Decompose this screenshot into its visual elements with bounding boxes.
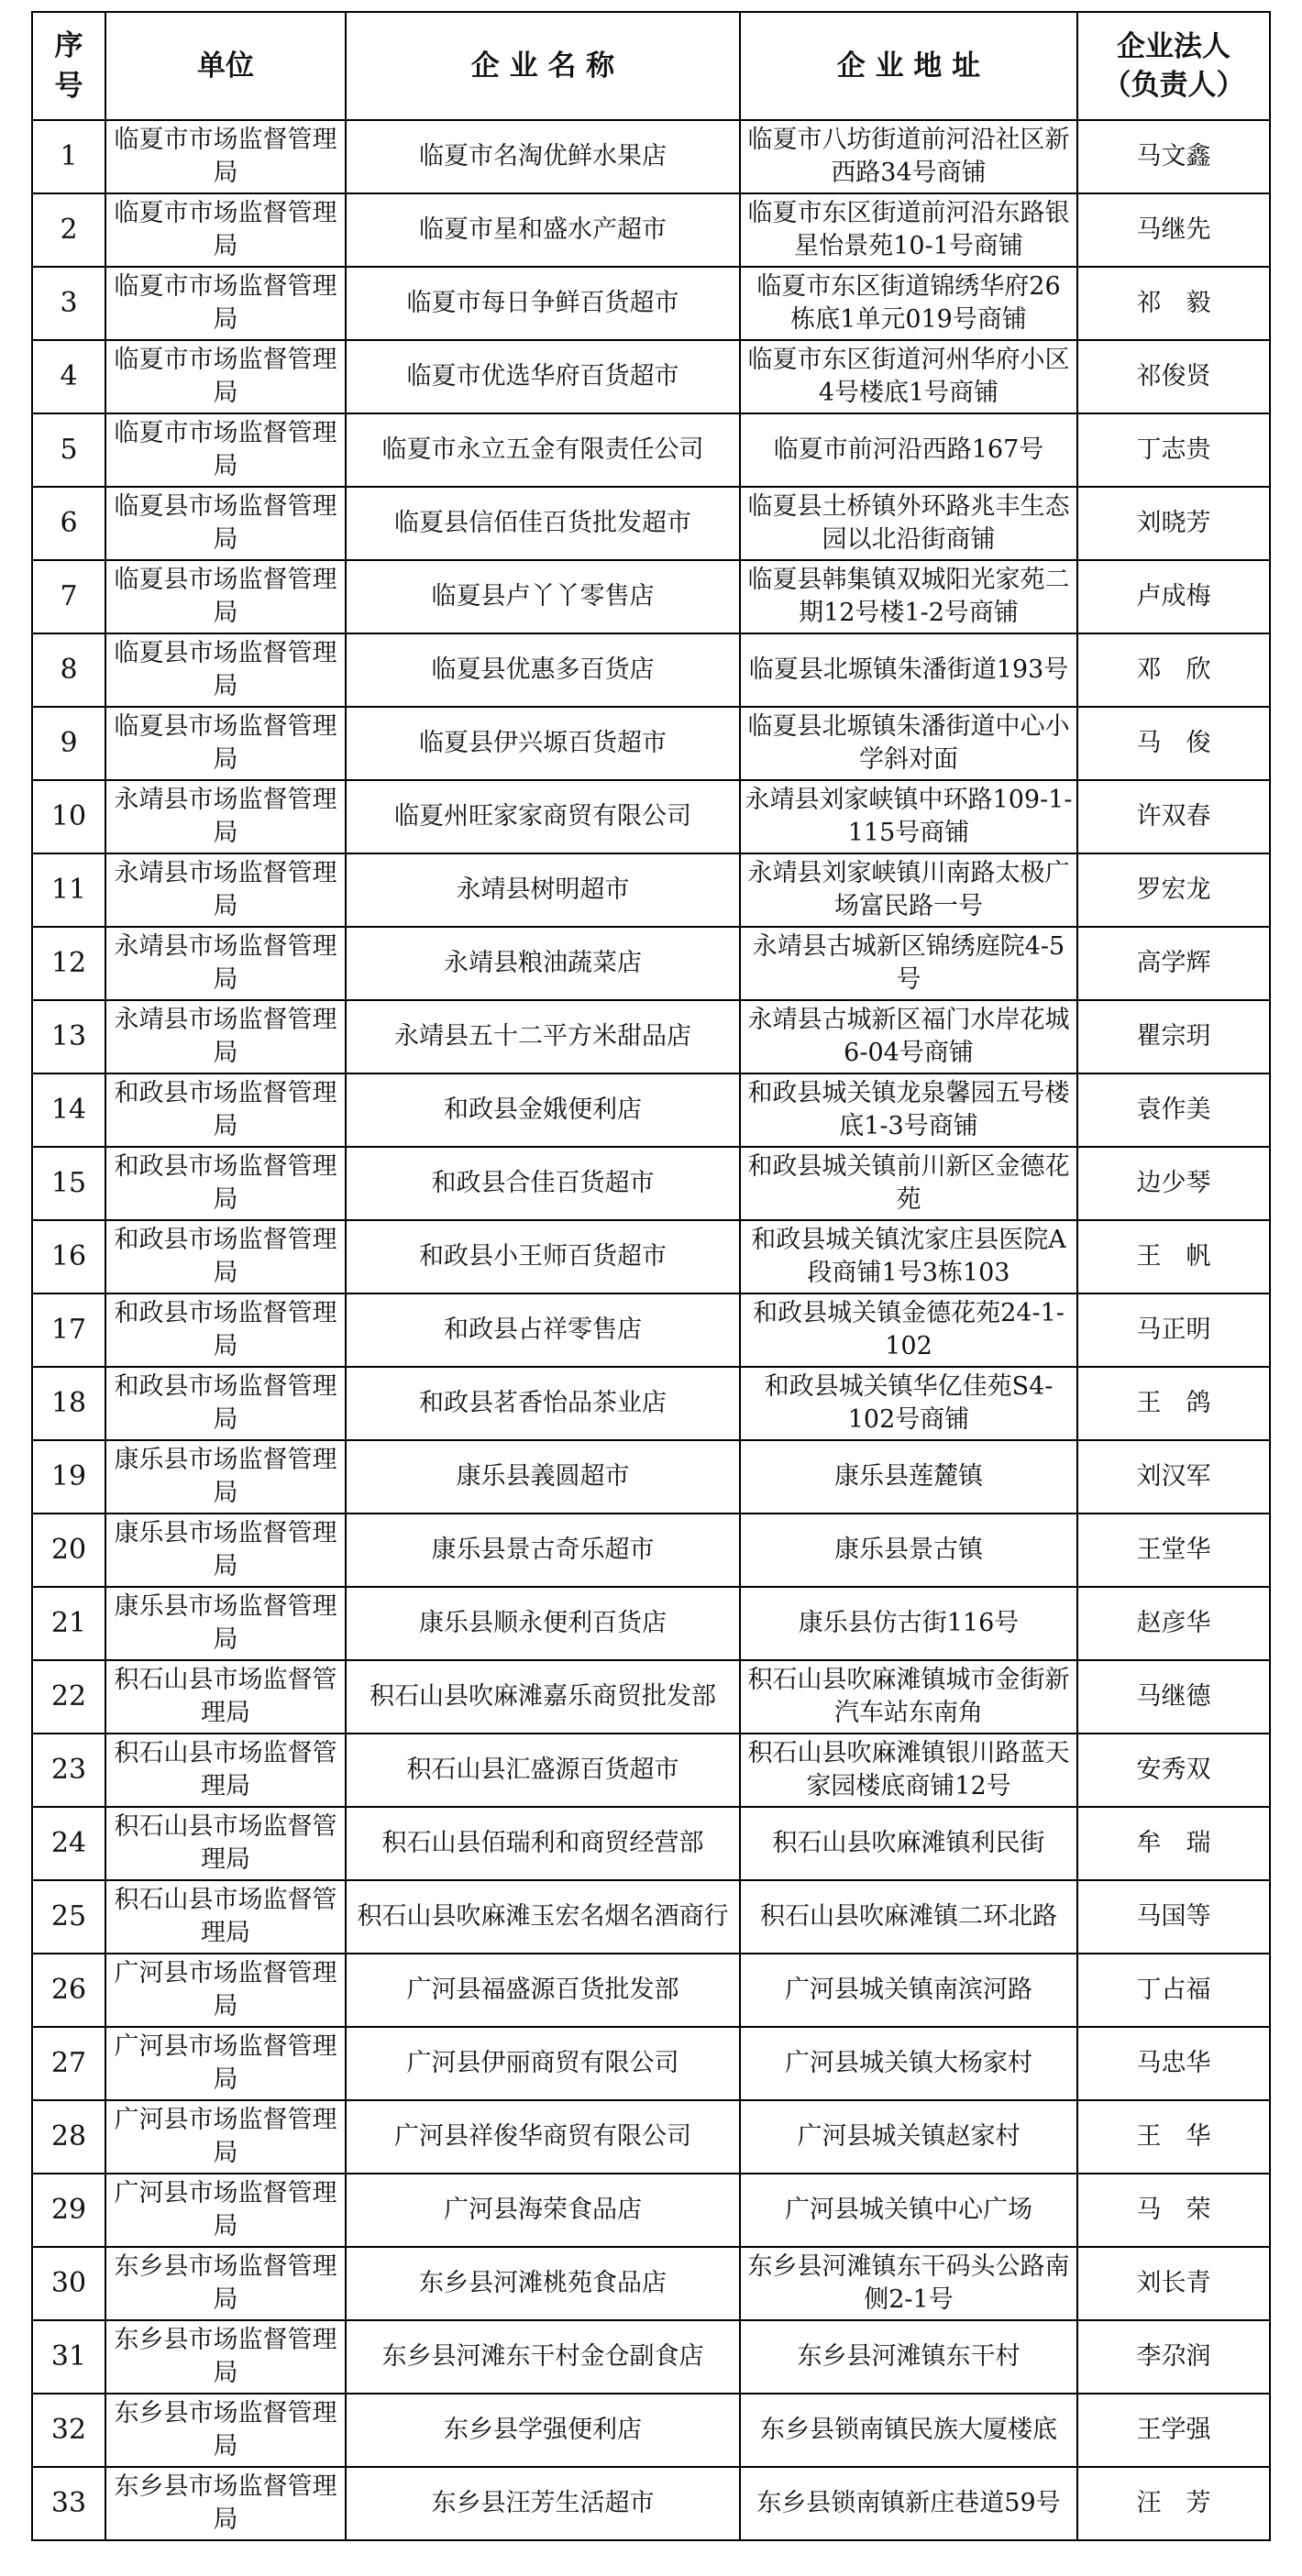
table-row — [32, 1587, 1270, 1660]
table-row — [32, 2320, 1270, 2394]
header-address-text: 企 业 地 址 — [836, 50, 981, 83]
cell-index: 11 — [32, 853, 105, 927]
header-legal-person — [1077, 12, 1270, 120]
cell-enterprise-address: 康乐县仿古街116号 — [740, 1587, 1077, 1660]
table-row — [32, 2100, 1270, 2174]
cell-legal-person: 许双春 — [1077, 780, 1270, 853]
cell-legal-person: 王 鸽 — [1077, 1367, 1270, 1440]
cell-index: 27 — [32, 2027, 105, 2100]
cell-enterprise-address: 永靖县刘家峡镇中环路109-1-115号商铺 — [740, 780, 1077, 853]
header-address — [740, 12, 1077, 120]
cell-enterprise-address: 广河县城关镇南滨河路 — [740, 1954, 1077, 2027]
cell-legal-person: 罗宏龙 — [1077, 853, 1270, 927]
cell-unit: 临夏市市场监督管理局 — [105, 413, 346, 487]
cell-enterprise-name: 临夏州旺家家商贸有限公司 — [346, 780, 740, 853]
table-row — [32, 1660, 1270, 1734]
cell-unit: 永靖县市场监督管理局 — [105, 1000, 346, 1073]
cell-enterprise-name: 和政县占祥零售店 — [346, 1294, 740, 1367]
cell-legal-person: 安秀双 — [1077, 1734, 1270, 1807]
table-row — [32, 1954, 1270, 2027]
cell-enterprise-name: 东乡县河滩桃苑食品店 — [346, 2247, 740, 2320]
cell-legal-person: 牟 瑞 — [1077, 1807, 1270, 1880]
cell-legal-person: 刘晓芳 — [1077, 487, 1270, 560]
cell-unit: 和政县市场监督管理局 — [105, 1294, 346, 1367]
cell-legal-person: 袁作美 — [1077, 1073, 1270, 1147]
cell-legal-person: 丁志贵 — [1077, 413, 1270, 487]
cell-enterprise-name: 广河县福盛源百货批发部 — [346, 1954, 740, 2027]
cell-legal-person: 丁占福 — [1077, 1954, 1270, 2027]
cell-enterprise-name: 临夏市优选华府百货超市 — [346, 340, 740, 413]
cell-enterprise-address: 东乡县河滩镇东干村 — [740, 2320, 1077, 2394]
cell-unit: 临夏市市场监督管理局 — [105, 120, 346, 193]
cell-index: 3 — [32, 267, 105, 340]
cell-enterprise-name: 临夏县信佰佳百货批发超市 — [346, 487, 740, 560]
cell-enterprise-address: 广河县城关镇大杨家村 — [740, 2027, 1077, 2100]
table-row — [32, 2027, 1270, 2100]
cell-index: 18 — [32, 1367, 105, 1440]
table-row — [32, 1220, 1270, 1294]
table-body — [32, 120, 1270, 2540]
cell-enterprise-address: 永靖县刘家峡镇川南路太极广场富民路一号 — [740, 853, 1077, 927]
cell-unit: 永靖县市场监督管理局 — [105, 853, 346, 927]
cell-index: 21 — [32, 1587, 105, 1660]
table-row — [32, 1147, 1270, 1220]
cell-enterprise-address: 和政县城关镇金德花苑24-1-102 — [740, 1294, 1077, 1367]
cell-index: 25 — [32, 1880, 105, 1954]
cell-index: 23 — [32, 1734, 105, 1807]
cell-enterprise-name: 东乡县河滩东干村金仓副食店 — [346, 2320, 740, 2394]
cell-legal-person: 祁 毅 — [1077, 267, 1270, 340]
cell-enterprise-address: 和政县城关镇沈家庄县医院A段商铺1号3栋103 — [740, 1220, 1077, 1294]
cell-enterprise-address: 临夏县北塬镇朱潘街道193号 — [740, 633, 1077, 707]
cell-enterprise-address: 广河县城关镇中心广场 — [740, 2174, 1077, 2247]
cell-enterprise-name: 临夏县伊兴塬百货超市 — [346, 707, 740, 780]
table-row — [32, 193, 1270, 267]
cell-legal-person: 马 俊 — [1077, 707, 1270, 780]
table-row — [32, 267, 1270, 340]
cell-unit: 和政县市场监督管理局 — [105, 1220, 346, 1294]
cell-legal-person: 赵彦华 — [1077, 1587, 1270, 1660]
cell-unit: 临夏市市场监督管理局 — [105, 193, 346, 267]
cell-enterprise-name: 和政县小王师百货超市 — [346, 1220, 740, 1294]
cell-unit: 临夏县市场监督管理局 — [105, 487, 346, 560]
cell-legal-person: 马正明 — [1077, 1294, 1270, 1367]
cell-unit: 东乡县市场监督管理局 — [105, 2394, 346, 2467]
cell-index: 7 — [32, 560, 105, 633]
cell-enterprise-address: 康乐县景古镇 — [740, 1514, 1077, 1587]
cell-index: 15 — [32, 1147, 105, 1220]
cell-unit: 康乐县市场监督管理局 — [105, 1514, 346, 1587]
cell-enterprise-name: 康乐县景古奇乐超市 — [346, 1514, 740, 1587]
cell-index: 4 — [32, 340, 105, 413]
cell-unit: 东乡县市场监督管理局 — [105, 2320, 346, 2394]
cell-enterprise-address: 临夏市八坊街道前河沿社区新西路34号商铺 — [740, 120, 1077, 193]
cell-index: 2 — [32, 193, 105, 267]
table-row — [32, 1367, 1270, 1440]
cell-index: 19 — [32, 1440, 105, 1514]
cell-index: 32 — [32, 2394, 105, 2467]
table-row — [32, 2467, 1270, 2540]
table-row — [32, 1440, 1270, 1514]
cell-index: 1 — [32, 120, 105, 193]
cell-index: 9 — [32, 707, 105, 780]
cell-enterprise-name: 临夏市名淘优鲜水果店 — [346, 120, 740, 193]
cell-unit: 东乡县市场监督管理局 — [105, 2247, 346, 2320]
cell-index: 22 — [32, 1660, 105, 1734]
table-row — [32, 707, 1270, 780]
cell-index: 17 — [32, 1294, 105, 1367]
cell-legal-person: 汪 芳 — [1077, 2467, 1270, 2540]
table-row — [32, 560, 1270, 633]
cell-index: 29 — [32, 2174, 105, 2247]
header-legal-line1: 企业法人 — [1117, 30, 1230, 63]
cell-enterprise-name: 永靖县树明超市 — [346, 853, 740, 927]
cell-unit: 永靖县市场监督管理局 — [105, 927, 346, 1000]
cell-index: 24 — [32, 1807, 105, 1880]
cell-enterprise-address: 临夏市东区街道锦绣华府26栋底1单元019号商铺 — [740, 267, 1077, 340]
cell-legal-person: 王学强 — [1077, 2394, 1270, 2467]
cell-legal-person: 邓 欣 — [1077, 633, 1270, 707]
table-row — [32, 927, 1270, 1000]
cell-index: 20 — [32, 1514, 105, 1587]
header-index — [32, 12, 105, 120]
cell-enterprise-name: 广河县海荣食品店 — [346, 2174, 740, 2247]
cell-unit: 积石山县市场监督管理局 — [105, 1807, 346, 1880]
cell-enterprise-address: 和政县城关镇前川新区金德花苑 — [740, 1147, 1077, 1220]
cell-legal-person: 李尕润 — [1077, 2320, 1270, 2394]
cell-enterprise-address: 东乡县河滩镇东干码头公路南侧2-1号 — [740, 2247, 1077, 2320]
cell-legal-person: 祁俊贤 — [1077, 340, 1270, 413]
cell-enterprise-name: 和政县合佳百货超市 — [346, 1147, 740, 1220]
cell-enterprise-address: 临夏市东区街道前河沿东路银星怡景苑10-1号商铺 — [740, 193, 1077, 267]
cell-unit: 积石山县市场监督管理局 — [105, 1880, 346, 1954]
cell-unit: 广河县市场监督管理局 — [105, 2100, 346, 2174]
cell-legal-person: 高学辉 — [1077, 927, 1270, 1000]
cell-enterprise-name: 临夏市每日争鲜百货超市 — [346, 267, 740, 340]
cell-enterprise-name: 临夏市永立五金有限责任公司 — [346, 413, 740, 487]
cell-enterprise-name: 康乐县義圆超市 — [346, 1440, 740, 1514]
header-row — [32, 12, 1270, 120]
cell-enterprise-name: 积石山县佰瑞利和商贸经营部 — [346, 1807, 740, 1880]
table-row — [32, 853, 1270, 927]
cell-enterprise-address: 东乡县锁南镇新庄巷道59号 — [740, 2467, 1077, 2540]
cell-legal-person: 边少琴 — [1077, 1147, 1270, 1220]
cell-enterprise-address: 积石山县吹麻滩镇城市金街新汽车站东南角 — [740, 1660, 1077, 1734]
cell-enterprise-name: 广河县祥俊华商贸有限公司 — [346, 2100, 740, 2174]
cell-enterprise-name: 积石山县吹麻滩玉宏名烟名酒商行 — [346, 1880, 740, 1954]
cell-unit: 临夏县市场监督管理局 — [105, 560, 346, 633]
cell-enterprise-address: 永靖县古城新区锦绣庭院4-5号 — [740, 927, 1077, 1000]
cell-legal-person: 马忠华 — [1077, 2027, 1270, 2100]
cell-index: 33 — [32, 2467, 105, 2540]
table-row — [32, 1514, 1270, 1587]
cell-enterprise-name: 和政县金娥便利店 — [346, 1073, 740, 1147]
cell-unit: 广河县市场监督管理局 — [105, 2027, 346, 2100]
cell-enterprise-name: 和政县茗香怡品茶业店 — [346, 1367, 740, 1440]
cell-unit: 康乐县市场监督管理局 — [105, 1440, 346, 1514]
cell-legal-person: 刘汉军 — [1077, 1440, 1270, 1514]
cell-unit: 东乡县市场监督管理局 — [105, 2467, 346, 2540]
table-row — [32, 1073, 1270, 1147]
table-row — [32, 2394, 1270, 2467]
cell-unit: 积石山县市场监督管理局 — [105, 1660, 346, 1734]
cell-enterprise-name: 临夏市星和盛水产超市 — [346, 193, 740, 267]
table-row — [32, 1880, 1270, 1954]
header-index-text: 序号 — [54, 29, 83, 103]
cell-enterprise-name: 临夏县优惠多百货店 — [346, 633, 740, 707]
cell-legal-person: 马国等 — [1077, 1880, 1270, 1954]
cell-enterprise-address: 积石山县吹麻滩镇银川路蓝天家园楼底商铺12号 — [740, 1734, 1077, 1807]
enterprise-table — [31, 11, 1271, 2541]
cell-enterprise-address: 临夏县北塬镇朱潘街道中心小学斜对面 — [740, 707, 1077, 780]
cell-enterprise-address: 和政县城关镇龙泉馨园五号楼底1-3号商铺 — [740, 1073, 1077, 1147]
cell-unit: 康乐县市场监督管理局 — [105, 1587, 346, 1660]
cell-unit: 积石山县市场监督管理局 — [105, 1734, 346, 1807]
cell-enterprise-address: 永靖县古城新区福门水岸花城6-04号商铺 — [740, 1000, 1077, 1073]
cell-index: 6 — [32, 487, 105, 560]
table-row — [32, 413, 1270, 487]
table-row — [32, 633, 1270, 707]
cell-enterprise-name: 东乡县学强便利店 — [346, 2394, 740, 2467]
cell-unit: 临夏市市场监督管理局 — [105, 340, 346, 413]
table-row — [32, 1734, 1270, 1807]
table-row — [32, 120, 1270, 193]
cell-unit: 广河县市场监督管理局 — [105, 1954, 346, 2027]
cell-enterprise-name: 积石山县吹麻滩嘉乐商贸批发部 — [346, 1660, 740, 1734]
cell-legal-person: 马继德 — [1077, 1660, 1270, 1734]
table-row — [32, 1000, 1270, 1073]
cell-legal-person: 马 荣 — [1077, 2174, 1270, 2247]
cell-index: 12 — [32, 927, 105, 1000]
cell-unit: 临夏市市场监督管理局 — [105, 267, 346, 340]
cell-unit: 和政县市场监督管理局 — [105, 1367, 346, 1440]
cell-unit: 临夏县市场监督管理局 — [105, 707, 346, 780]
cell-index: 10 — [32, 780, 105, 853]
cell-index: 16 — [32, 1220, 105, 1294]
header-name — [346, 12, 740, 120]
cell-enterprise-name: 广河县伊丽商贸有限公司 — [346, 2027, 740, 2100]
cell-unit: 和政县市场监督管理局 — [105, 1147, 346, 1220]
header-unit — [105, 12, 346, 120]
cell-legal-person: 刘长青 — [1077, 2247, 1270, 2320]
cell-enterprise-address: 康乐县莲麓镇 — [740, 1440, 1077, 1514]
cell-enterprise-address: 和政县城关镇华亿佳苑S4-102号商铺 — [740, 1367, 1077, 1440]
cell-legal-person: 王 帆 — [1077, 1220, 1270, 1294]
cell-legal-person: 马文鑫 — [1077, 120, 1270, 193]
table-row — [32, 2247, 1270, 2320]
cell-unit: 和政县市场监督管理局 — [105, 1073, 346, 1147]
cell-enterprise-address: 临夏县土桥镇外环路兆丰生态园以北沿街商铺 — [740, 487, 1077, 560]
cell-index: 8 — [32, 633, 105, 707]
cell-unit: 临夏县市场监督管理局 — [105, 633, 346, 707]
table-row — [32, 2174, 1270, 2247]
cell-index: 26 — [32, 1954, 105, 2027]
header-name-text: 企 业 名 称 — [470, 50, 615, 83]
cell-index: 14 — [32, 1073, 105, 1147]
enterprise-list-document — [31, 11, 1271, 2541]
cell-unit: 永靖县市场监督管理局 — [105, 780, 346, 853]
cell-index: 5 — [32, 413, 105, 487]
cell-index: 30 — [32, 2247, 105, 2320]
cell-enterprise-address: 积石山县吹麻滩镇二环北路 — [740, 1880, 1077, 1954]
cell-enterprise-address: 临夏市东区街道河州华府小区4号楼底1号商铺 — [740, 340, 1077, 413]
header-unit-text: 单位 — [197, 50, 254, 83]
cell-enterprise-address: 临夏县韩集镇双城阳光家苑二期12号楼1-2号商铺 — [740, 560, 1077, 633]
cell-legal-person: 瞿宗玥 — [1077, 1000, 1270, 1073]
cell-legal-person: 马继先 — [1077, 193, 1270, 267]
cell-legal-person: 王 华 — [1077, 2100, 1270, 2174]
cell-enterprise-address: 临夏市前河沿西路167号 — [740, 413, 1077, 487]
cell-enterprise-name: 积石山县汇盛源百货超市 — [346, 1734, 740, 1807]
cell-legal-person: 卢成梅 — [1077, 560, 1270, 633]
cell-index: 31 — [32, 2320, 105, 2394]
cell-enterprise-name: 临夏县卢丫丫零售店 — [346, 560, 740, 633]
cell-enterprise-name: 永靖县粮油蔬菜店 — [346, 927, 740, 1000]
cell-index: 13 — [32, 1000, 105, 1073]
cell-enterprise-address: 广河县城关镇赵家村 — [740, 2100, 1077, 2174]
table-row — [32, 780, 1270, 853]
table-row — [32, 340, 1270, 413]
cell-index: 28 — [32, 2100, 105, 2174]
cell-legal-person: 王堂华 — [1077, 1514, 1270, 1587]
cell-enterprise-name: 康乐县顺永便利百货店 — [346, 1587, 740, 1660]
cell-unit: 广河县市场监督管理局 — [105, 2174, 346, 2247]
table-row — [32, 487, 1270, 560]
cell-enterprise-address: 积石山县吹麻滩镇利民街 — [740, 1807, 1077, 1880]
header-legal-line2: （负责人） — [1102, 69, 1245, 102]
cell-enterprise-name: 东乡县汪芳生活超市 — [346, 2467, 740, 2540]
table-row — [32, 1294, 1270, 1367]
cell-enterprise-name: 永靖县五十二平方米甜品店 — [346, 1000, 740, 1073]
cell-enterprise-address: 东乡县锁南镇民族大厦楼底 — [740, 2394, 1077, 2467]
table-row — [32, 1807, 1270, 1880]
